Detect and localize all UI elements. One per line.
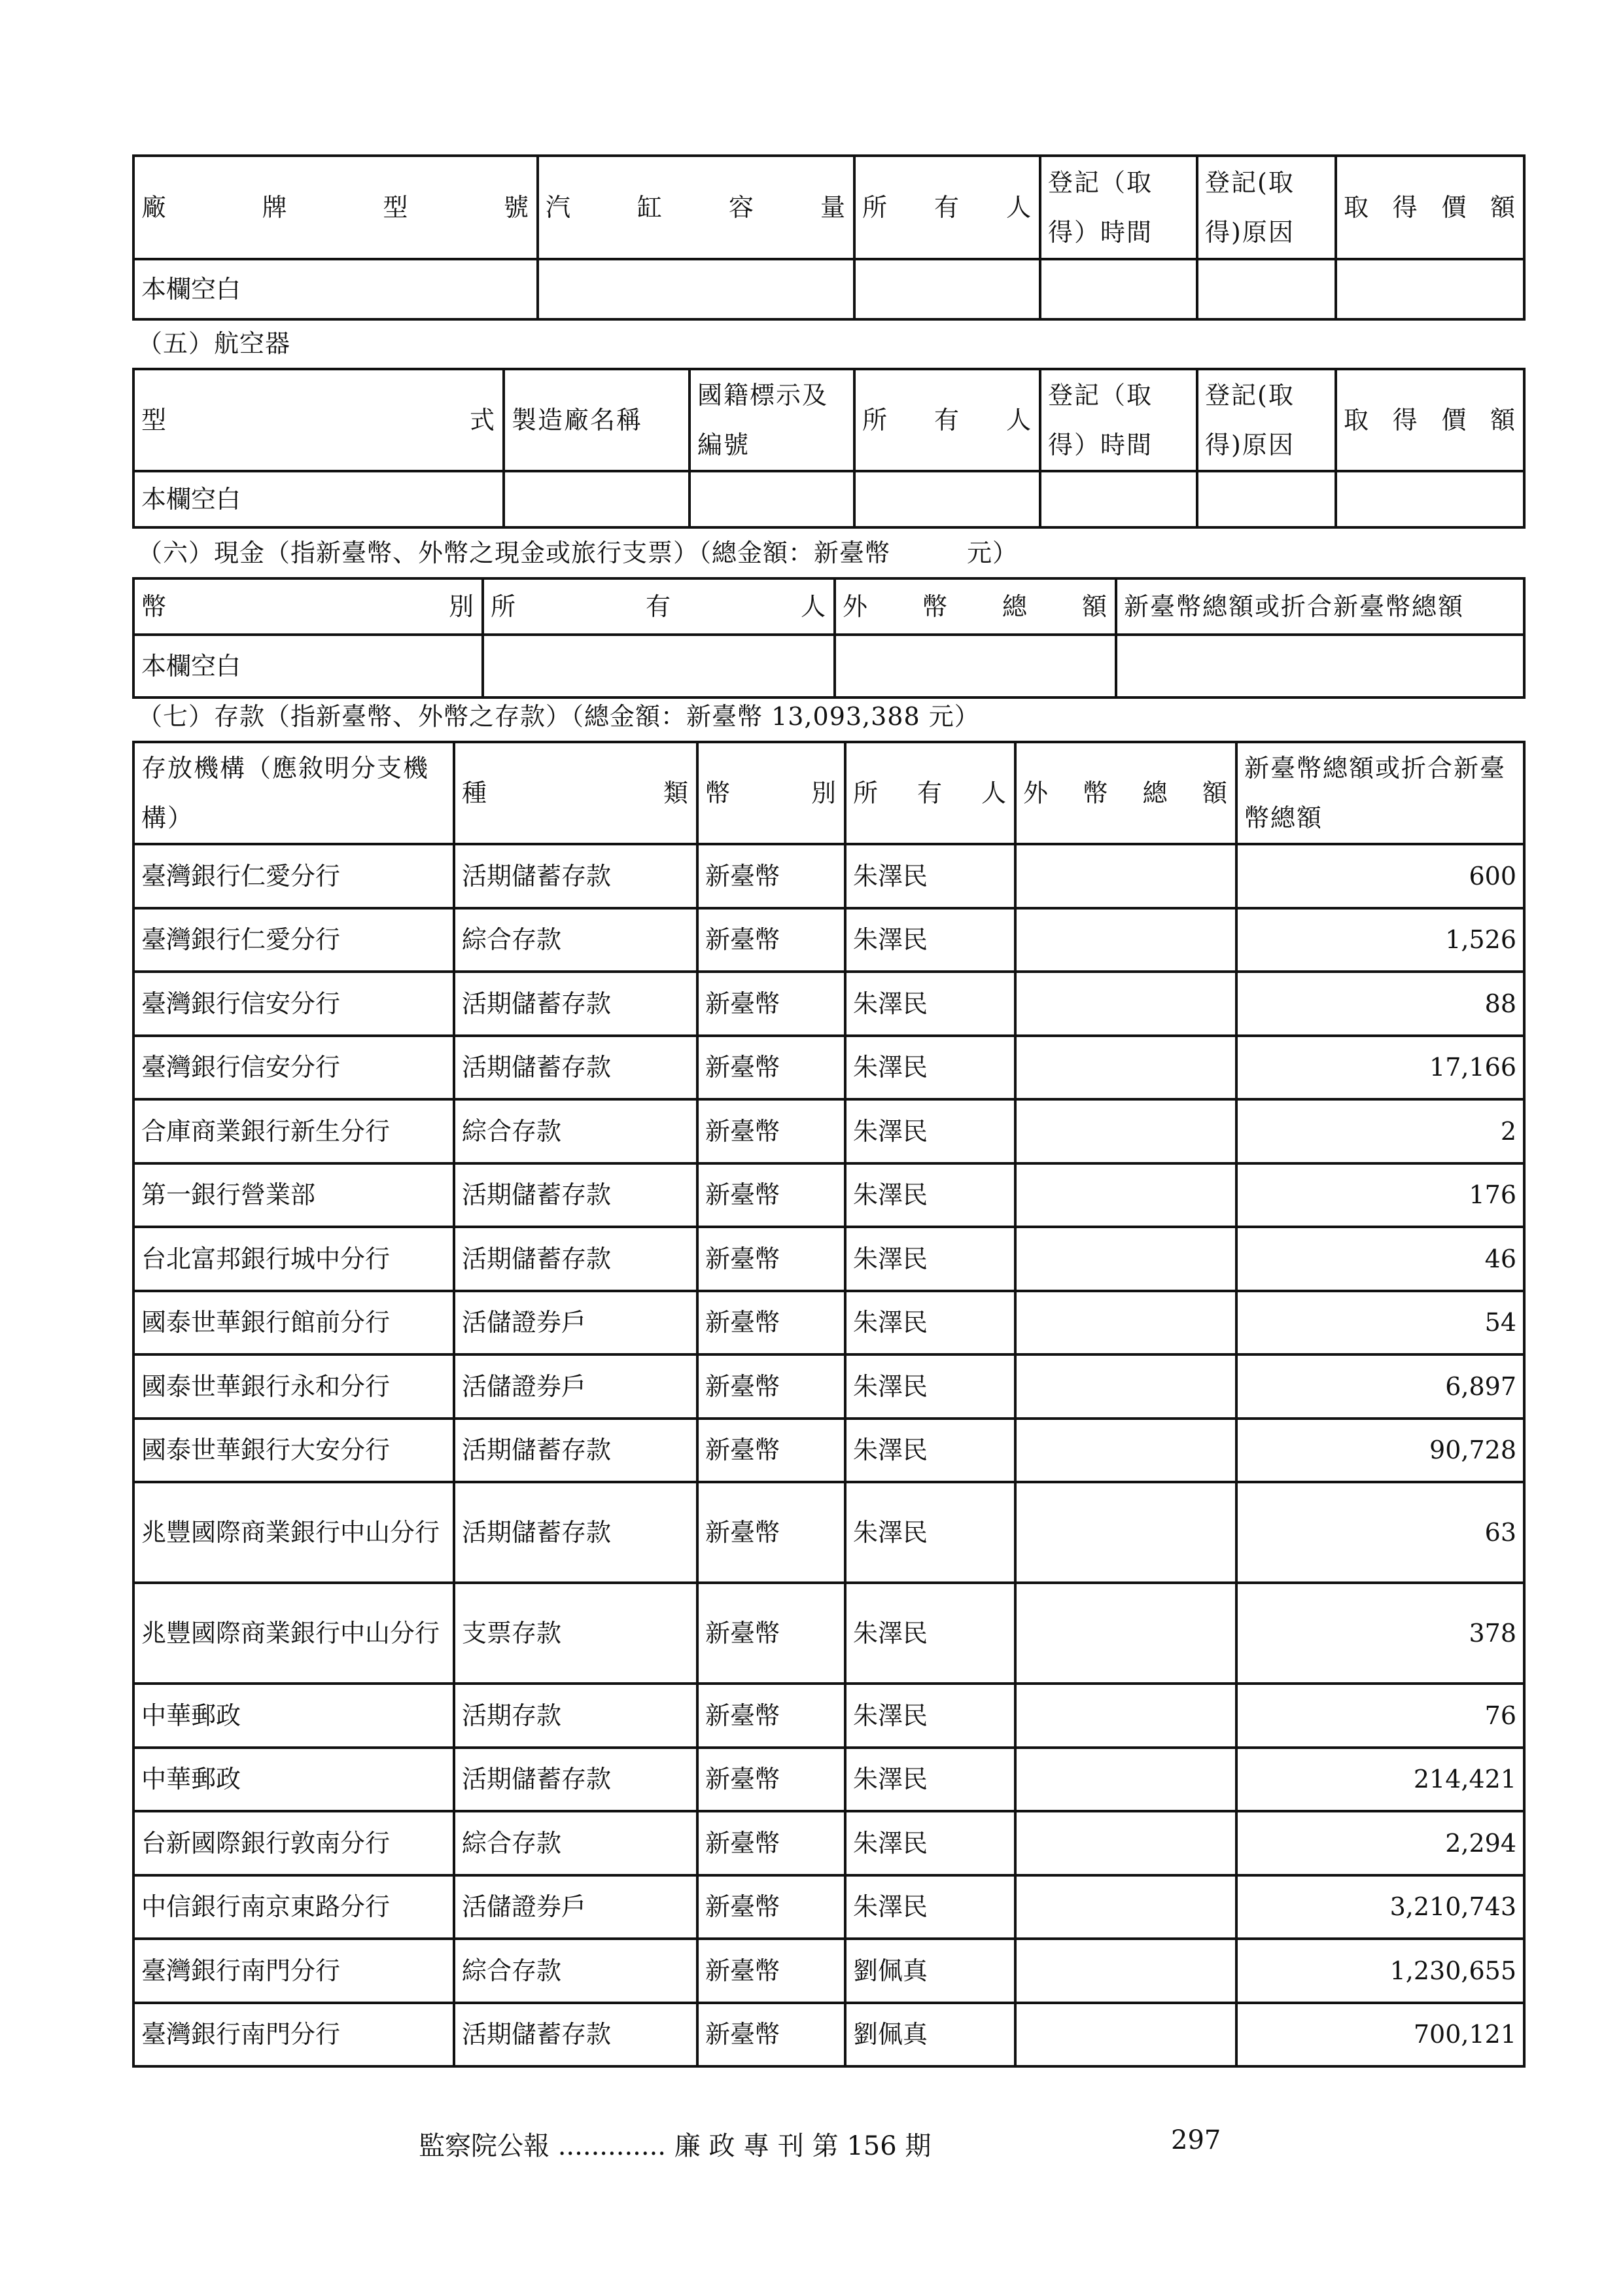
- header-acquisition-price: [1336, 156, 1524, 259]
- currency-cell: 新臺幣: [697, 1939, 845, 2003]
- institution-cell: 第一銀行營業部: [133, 1163, 454, 1227]
- owner-cell: 朱澤民: [845, 1583, 1015, 1684]
- header-text: 登記(取得)原因: [1205, 168, 1295, 247]
- blank-cell: [538, 259, 854, 319]
- header-owner: [483, 578, 835, 635]
- twd-total-cell: 2,294: [1236, 1811, 1524, 1875]
- table-row: [133, 1583, 1524, 1684]
- table-row: [133, 1748, 1524, 1812]
- twd-total-cell: 700,121: [1236, 2003, 1524, 2067]
- blank-cell: [689, 471, 854, 527]
- table-row: [133, 908, 1524, 972]
- header-text: 登記（取得）時間: [1048, 168, 1153, 247]
- owner-cell: 朱澤民: [845, 1748, 1015, 1812]
- header-registration-time: [1040, 369, 1197, 471]
- institution-cell: 國泰世華銀行大安分行: [133, 1419, 454, 1483]
- table-row: [133, 1163, 1524, 1227]
- header-registration-mark: [689, 369, 854, 471]
- table-row: [133, 1291, 1524, 1355]
- institution-cell: 臺灣銀行南門分行: [133, 1939, 454, 2003]
- institution-cell: 臺灣銀行信安分行: [133, 1036, 454, 1100]
- owner-cell: 朱澤民: [845, 844, 1015, 908]
- blank-cell: [504, 471, 689, 527]
- blank-cell: [1040, 259, 1197, 319]
- foreign-total-cell: [1015, 908, 1236, 972]
- owner-cell: 朱澤民: [845, 972, 1015, 1036]
- owner-cell: 朱澤民: [845, 1482, 1015, 1583]
- currency-cell: 新臺幣: [697, 2003, 845, 2067]
- institution-cell: 合庫商業銀行新生分行: [133, 1099, 454, 1163]
- table-row: [133, 1875, 1524, 1939]
- foreign-total-cell: [1015, 1583, 1236, 1684]
- header-type: [454, 742, 697, 844]
- header-text: 型 式: [141, 406, 496, 434]
- table-row: [133, 1036, 1524, 1100]
- header-brand-model: [133, 156, 538, 259]
- header-foreign-total: [1015, 742, 1236, 844]
- header-displacement: [538, 156, 854, 259]
- owner-cell: 朱澤民: [845, 1684, 1015, 1748]
- currency-cell: 新臺幣: [697, 1163, 845, 1227]
- footer-dots: .............: [557, 2131, 667, 2161]
- foreign-total-cell: [1015, 1939, 1236, 2003]
- page-number: 297: [1171, 2125, 1221, 2155]
- header-text: 幣 別: [141, 592, 475, 621]
- twd-total-cell: 1,230,655: [1236, 1939, 1524, 2003]
- institution-cell: 兆豐國際商業銀行中山分行: [133, 1583, 454, 1684]
- header-registration-reason: [1197, 369, 1336, 471]
- header-foreign-total: [835, 578, 1116, 635]
- institution-cell: 臺灣銀行南門分行: [133, 2003, 454, 2067]
- type-cell: 綜合存款: [454, 1099, 697, 1163]
- currency-cell: 新臺幣: [697, 1354, 845, 1419]
- currency-cell: 新臺幣: [697, 1583, 845, 1684]
- foreign-total-cell: [1015, 1748, 1236, 1812]
- currency-cell: 新臺幣: [697, 1482, 845, 1583]
- currency-cell: 新臺幣: [697, 1099, 845, 1163]
- header-registration-reason: [1197, 156, 1336, 259]
- blank-cell: [1197, 471, 1336, 527]
- header-text: 登記（取得）時間: [1048, 381, 1153, 459]
- foreign-total-cell: [1015, 2003, 1236, 2067]
- twd-total-cell: 54: [1236, 1291, 1524, 1355]
- header-owner: [854, 369, 1040, 471]
- blank-cell: [1197, 259, 1336, 319]
- header-text: 幣 別: [705, 779, 837, 807]
- foreign-total-cell: [1015, 1684, 1236, 1748]
- type-cell: 支票存款: [454, 1583, 697, 1684]
- institution-cell: 台北富邦銀行城中分行: [133, 1227, 454, 1291]
- type-cell: 活期儲蓄存款: [454, 2003, 697, 2067]
- owner-cell: 朱澤民: [845, 1419, 1015, 1483]
- header-text: 所 有 人: [862, 193, 1032, 222]
- owner-cell: 朱澤民: [845, 1291, 1015, 1355]
- owner-cell: 朱澤民: [845, 1227, 1015, 1291]
- table-row: [133, 1811, 1524, 1875]
- owner-cell: 劉佩真: [845, 1939, 1015, 2003]
- foreign-total-cell: [1015, 1099, 1236, 1163]
- owner-cell: 朱澤民: [845, 1099, 1015, 1163]
- twd-total-cell: 600: [1236, 844, 1524, 908]
- twd-total-cell: 378: [1236, 1583, 1524, 1684]
- institution-cell: 台新國際銀行敦南分行: [133, 1811, 454, 1875]
- type-cell: 活期儲蓄存款: [454, 1419, 697, 1483]
- table-row: [133, 1227, 1524, 1291]
- blank-cell: [1040, 471, 1197, 527]
- foreign-total-cell: [1015, 972, 1236, 1036]
- header-text: 新臺幣總額或折合新臺幣總額: [1124, 592, 1465, 621]
- institution-cell: 臺灣銀行仁愛分行: [133, 908, 454, 972]
- header-text: 登記(取得)原因: [1205, 381, 1295, 459]
- blank-cell: [1336, 471, 1524, 527]
- twd-total-cell: 176: [1236, 1163, 1524, 1227]
- twd-total-cell: 88: [1236, 972, 1524, 1036]
- header-owner: [845, 742, 1015, 844]
- header-text: 新臺幣總額或折合新臺幣總額: [1244, 754, 1507, 832]
- section-title-deposits: （七）存款（指新臺幣、外幣之存款）（總金額：新臺幣 13,093,388 元）: [137, 702, 980, 731]
- owner-cell: 劉佩真: [845, 2003, 1015, 2067]
- header-owner: [854, 156, 1040, 259]
- twd-total-cell: 90,728: [1236, 1419, 1524, 1483]
- type-cell: 活期存款: [454, 1684, 697, 1748]
- table-row: [133, 1482, 1524, 1583]
- type-cell: 活儲證券戶: [454, 1354, 697, 1419]
- type-cell: 活期儲蓄存款: [454, 1748, 697, 1812]
- foreign-total-cell: [1015, 1482, 1236, 1583]
- blank-cell: [854, 471, 1040, 527]
- type-cell: 活儲證券戶: [454, 1291, 697, 1355]
- foreign-total-cell: [1015, 1875, 1236, 1939]
- blank-cell: [835, 635, 1116, 698]
- table-row: [133, 1354, 1524, 1419]
- header-model: [133, 369, 504, 471]
- blank-cell: [1116, 635, 1524, 698]
- institution-cell: 臺灣銀行信安分行: [133, 972, 454, 1036]
- header-acquisition-price: [1336, 369, 1524, 471]
- header-text: 國籍標示及編號: [697, 381, 829, 459]
- header-text: 廠 牌 型 號: [141, 193, 530, 222]
- type-cell: 綜合存款: [454, 908, 697, 972]
- owner-cell: 朱澤民: [845, 1354, 1015, 1419]
- table-row: [133, 1419, 1524, 1483]
- footer-publication: 監察院公報: [419, 2131, 550, 2161]
- twd-total-cell: 6,897: [1236, 1354, 1524, 1419]
- table-row: [133, 1939, 1524, 2003]
- blank-cell: [483, 635, 835, 698]
- institution-cell: 兆豐國際商業銀行中山分行: [133, 1482, 454, 1583]
- header-twd-total: [1116, 578, 1524, 635]
- header-currency: [133, 578, 483, 635]
- currency-cell: 新臺幣: [697, 1684, 845, 1748]
- foreign-total-cell: [1015, 1227, 1236, 1291]
- type-cell: 活期儲蓄存款: [454, 1036, 697, 1100]
- twd-total-cell: 46: [1236, 1227, 1524, 1291]
- header-text: 汽 缸 容 量: [546, 193, 846, 222]
- table-row: [133, 972, 1524, 1036]
- table-row: [133, 1684, 1524, 1748]
- header-registration-time: [1040, 156, 1197, 259]
- empty-note-cell: [133, 635, 483, 698]
- header-text: 所 有 人: [491, 592, 827, 621]
- empty-note: 本欄空白: [141, 485, 241, 514]
- type-cell: 活期儲蓄存款: [454, 1227, 697, 1291]
- table-row: [133, 844, 1524, 908]
- currency-cell: 新臺幣: [697, 1227, 845, 1291]
- header-currency: [697, 742, 845, 844]
- header-text: 種 類: [462, 779, 689, 807]
- deposits-table: [132, 741, 1526, 2068]
- owner-cell: 朱澤民: [845, 908, 1015, 972]
- currency-cell: 新臺幣: [697, 844, 845, 908]
- twd-total-cell: 63: [1236, 1482, 1524, 1583]
- twd-total-cell: 76: [1236, 1684, 1524, 1748]
- foreign-total-cell: [1015, 1291, 1236, 1355]
- header-text: 存放機構（應敘明分支機構）: [141, 754, 430, 832]
- header-text: 所 有 人: [853, 779, 1007, 807]
- owner-cell: 朱澤民: [845, 1875, 1015, 1939]
- currency-cell: 新臺幣: [697, 908, 845, 972]
- twd-total-cell: 214,421: [1236, 1748, 1524, 1812]
- twd-total-cell: 2: [1236, 1099, 1524, 1163]
- institution-cell: 中華郵政: [133, 1748, 454, 1812]
- table-row: [133, 1099, 1524, 1163]
- currency-cell: 新臺幣: [697, 1419, 845, 1483]
- section-title-cash: （六）現金（指新臺幣、外幣之現金或旅行支票）（總金額：新臺幣 元）: [137, 539, 1019, 567]
- footer-issue-number: 第 156 期: [812, 2131, 932, 2161]
- institution-cell: 中華郵政: [133, 1684, 454, 1748]
- currency-cell: 新臺幣: [697, 1748, 845, 1812]
- owner-cell: 朱澤民: [845, 1811, 1015, 1875]
- currency-cell: 新臺幣: [697, 1291, 845, 1355]
- institution-cell: 國泰世華銀行永和分行: [133, 1354, 454, 1419]
- empty-note: 本欄空白: [141, 275, 241, 304]
- table-row: [133, 2003, 1524, 2067]
- empty-note-cell: [133, 259, 538, 319]
- twd-total-cell: 1,526: [1236, 908, 1524, 972]
- header-text: 製造廠名稱: [512, 406, 643, 434]
- type-cell: 活期儲蓄存款: [454, 972, 697, 1036]
- currency-cell: 新臺幣: [697, 1875, 845, 1939]
- header-manufacturer: [504, 369, 689, 471]
- vehicles-table: [132, 154, 1526, 321]
- twd-total-cell: 3,210,743: [1236, 1875, 1524, 1939]
- institution-cell: 中信銀行南京東路分行: [133, 1875, 454, 1939]
- empty-note: 本欄空白: [141, 652, 241, 680]
- type-cell: 綜合存款: [454, 1939, 697, 2003]
- header-text: 取 得 價 額: [1344, 193, 1516, 222]
- section-title-aircraft: （五）航空器: [137, 329, 291, 358]
- header-twd-total: [1236, 742, 1524, 844]
- foreign-total-cell: [1015, 1811, 1236, 1875]
- twd-total-cell: 17,166: [1236, 1036, 1524, 1100]
- header-text: 外 幣 總 額: [843, 592, 1108, 621]
- blank-cell: [1336, 259, 1524, 319]
- header-institution: [133, 742, 454, 844]
- footer-issue-title: 廉 政 專 刊: [674, 2131, 804, 2161]
- institution-cell: 國泰世華銀行館前分行: [133, 1291, 454, 1355]
- foreign-total-cell: [1015, 1163, 1236, 1227]
- foreign-total-cell: [1015, 1036, 1236, 1100]
- foreign-total-cell: [1015, 1419, 1236, 1483]
- blank-cell: [854, 259, 1040, 319]
- type-cell: 活儲證券戶: [454, 1875, 697, 1939]
- header-text: 所 有 人: [862, 406, 1032, 434]
- type-cell: 活期儲蓄存款: [454, 844, 697, 908]
- type-cell: 綜合存款: [454, 1811, 697, 1875]
- currency-cell: 新臺幣: [697, 1036, 845, 1100]
- header-text: 取 得 價 額: [1344, 406, 1516, 434]
- foreign-total-cell: [1015, 844, 1236, 908]
- foreign-total-cell: [1015, 1354, 1236, 1419]
- empty-note-cell: [133, 471, 504, 527]
- header-text: 外 幣 總 額: [1023, 779, 1229, 807]
- currency-cell: 新臺幣: [697, 1811, 845, 1875]
- footer-publication-line: [419, 2125, 931, 2163]
- type-cell: 活期儲蓄存款: [454, 1482, 697, 1583]
- aircraft-table: [132, 368, 1526, 529]
- owner-cell: 朱澤民: [845, 1163, 1015, 1227]
- owner-cell: 朱澤民: [845, 1036, 1015, 1100]
- type-cell: 活期儲蓄存款: [454, 1163, 697, 1227]
- currency-cell: 新臺幣: [697, 972, 845, 1036]
- institution-cell: 臺灣銀行仁愛分行: [133, 844, 454, 908]
- cash-table: [132, 577, 1526, 699]
